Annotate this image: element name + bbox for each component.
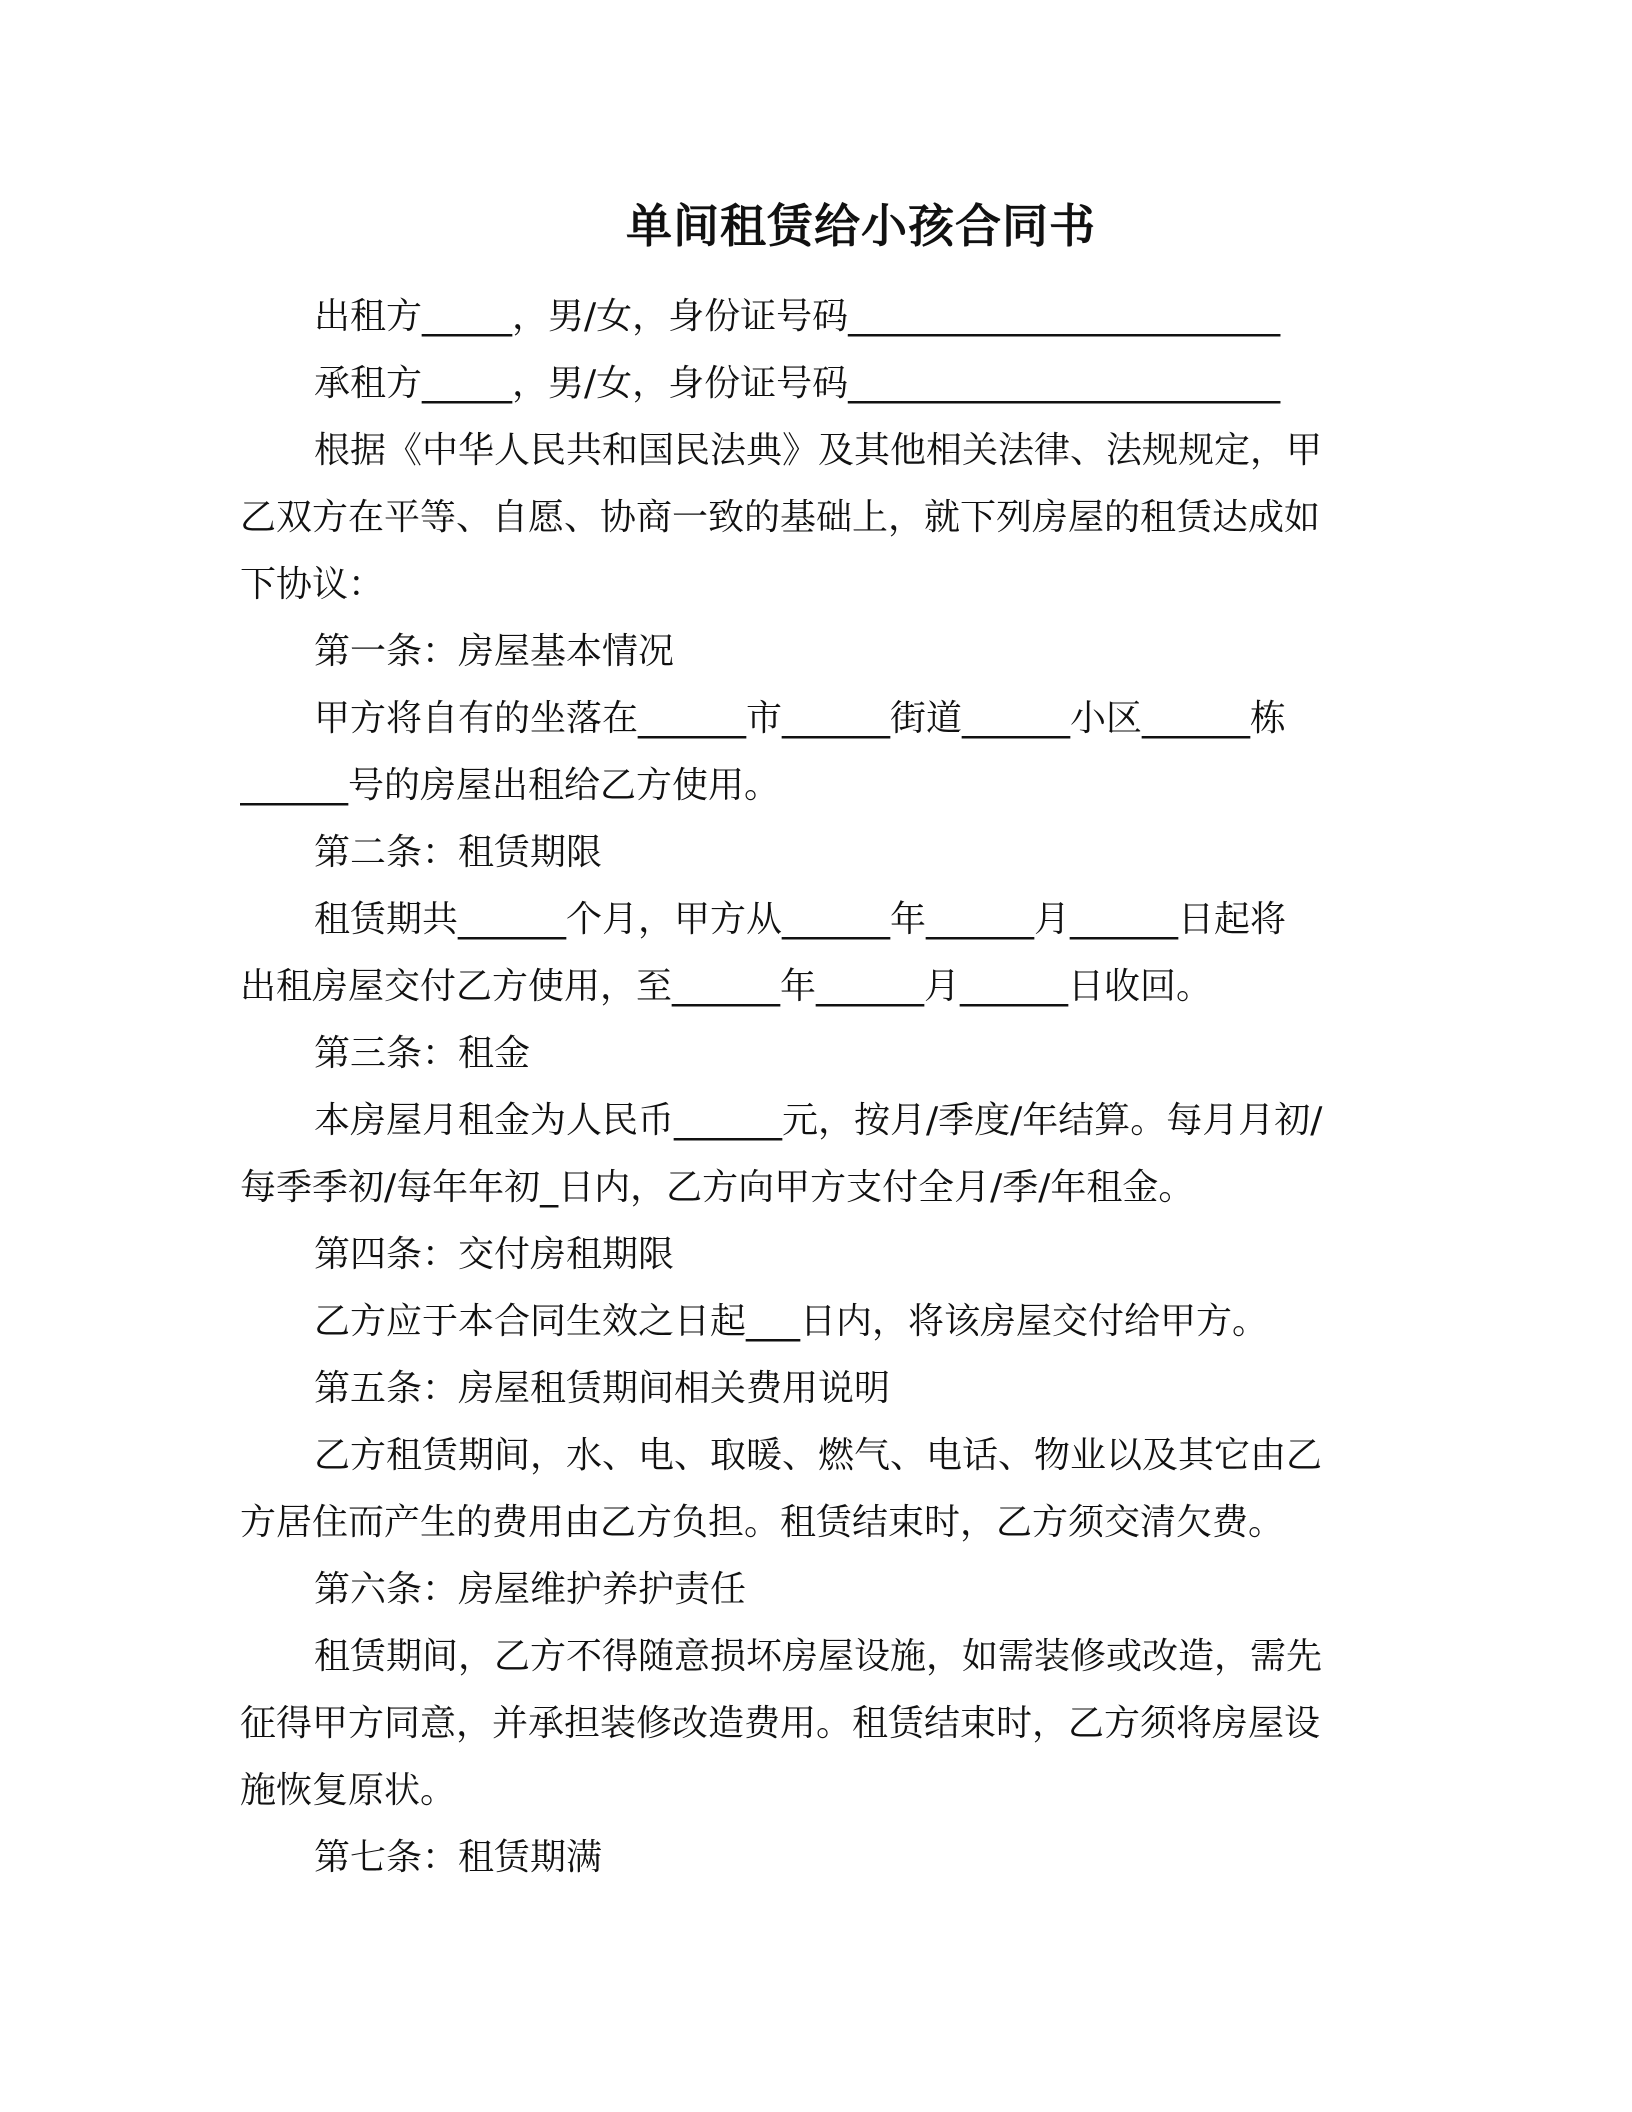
article-heading: 第七条：租赁期满	[314, 1837, 603, 1878]
document-title: 单间租赁给小孩合同书	[626, 199, 1096, 253]
article-heading: 第三条：租金	[314, 1033, 531, 1074]
preamble-line: 乙双方在平等、自愿、协商一致的基础上，就下列房屋的租赁达成如	[240, 497, 1321, 538]
article-heading: 第一条：房屋基本情况	[314, 631, 675, 672]
article-text: 租赁期共______个月，甲方从______年______月______日起将	[314, 899, 1287, 940]
article-text: ______号的房屋出租给乙方使用。	[240, 765, 781, 806]
article-heading: 第六条：房屋维护养护责任	[314, 1569, 747, 1610]
article-text: 征得甲方同意，并承担装修改造费用。租赁结束时，乙方须将房屋设	[240, 1703, 1321, 1744]
article-text: 每季季初/每年年初_日内，乙方向甲方支付全月/季/年租金。	[240, 1167, 1195, 1208]
document-body	[240, 283, 1370, 1891]
preamble-line: 下协议：	[240, 564, 385, 605]
article-text: 方居住而产生的费用由乙方负担。租赁结束时，乙方须交清欠费。	[240, 1502, 1285, 1543]
article-text: 甲方将自有的坐落在______市______街道______小区______栋	[314, 698, 1287, 739]
article-text: 本房屋月租金为人民币______元，按月/季度/年结算。每月月初/	[314, 1100, 1323, 1141]
article-text: 施恢复原状。	[240, 1770, 457, 1811]
article-heading: 第五条：房屋租赁期间相关费用说明	[314, 1368, 891, 1409]
article-text: 乙方租赁期间，水、电、取暖、燃气、电话、物业以及其它由乙	[314, 1435, 1323, 1476]
article-text: 租赁期间，乙方不得随意损坏房屋设施，如需装修或改造，需先	[314, 1636, 1323, 1677]
article-text: 乙方应于本合同生效之日起___日内，将该房屋交付给甲方。	[314, 1301, 1269, 1342]
lessor-line: 出租方_____，男/女，身份证号码________________________	[314, 296, 1281, 337]
article-heading: 第二条：租赁期限	[314, 832, 603, 873]
preamble-line: 根据《中华人民共和国民法典》及其他相关法律、法规规定，甲	[314, 430, 1323, 471]
article-text: 出租房屋交付乙方使用，至______年______月______日收回。	[240, 966, 1213, 1007]
lessee-line: 承租方_____，男/女，身份证号码________________________	[314, 363, 1281, 404]
article-heading: 第四条：交付房租期限	[314, 1234, 675, 1275]
